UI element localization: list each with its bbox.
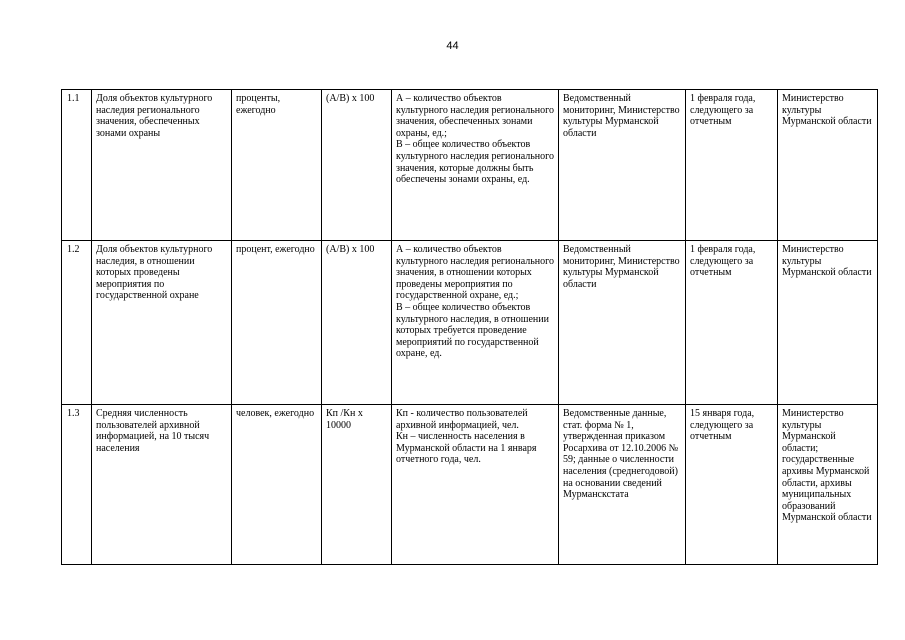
unit-cell: проценты, ежегодно — [232, 90, 322, 241]
definition-line: Кп - количество пользователей архивной информацией, чел. — [396, 408, 531, 431]
source-cell: Ведомственный мониторинг, Министерство культуры Мурманской области — [559, 241, 686, 405]
indicator-name: Доля объектов культурного наследия регионального значения, обеспеченных зонами охраны — [92, 90, 232, 241]
definition-cell — [392, 405, 559, 565]
definition-line: А – количество объектов культурного наследия регионального значения, обеспеченных зонами охраны, ед.; — [396, 93, 557, 139]
row-number: 1.3 — [62, 405, 92, 565]
row-number: 1.1 — [62, 90, 92, 241]
formula-cell: (А/В) х 100 — [322, 90, 392, 241]
date-cell: 1 февраля года, следующего за отчетным — [686, 90, 778, 241]
responsible-cell: Министерство культуры Мурманской области; государственные архивы Мурманской области, архивы муниципальных образований Мурманской области — [778, 405, 878, 565]
indicator-name: Доля объектов культурного наследия, в отношении которых проведены мероприятия по государственной охране — [92, 241, 232, 405]
formula-cell: (А/В) х 100 — [322, 241, 392, 405]
responsible-cell: Министерство культуры Мурманской области — [778, 241, 878, 405]
definition-cell — [392, 241, 559, 405]
definition-line: В – общее количество объектов культурного наследия регионального значения, которые должны быть обеспечены зонами охраны, ед. — [396, 139, 557, 186]
indicator-name: Средняя численность пользователей архивной информацией, на 10 тысяч населения — [92, 405, 232, 565]
source-cell: Ведомственный мониторинг, Министерство культуры Мурманской области — [559, 90, 686, 241]
page-number: 44 — [446, 40, 459, 52]
indicators-table — [61, 89, 878, 565]
unit-cell: человек, ежегодно — [232, 405, 322, 565]
unit-cell: процент, ежегодно — [232, 241, 322, 405]
source-cell: Ведомственные данные, стат. форма № 1, утвержденная приказом Росархива от 12.10.2006 № 59; данные о численности населения (среднегодовой) на основании сведений Мурманскстата — [559, 405, 686, 565]
date-cell: 1 февраля года, следующего за отчетным — [686, 241, 778, 405]
row-number: 1.2 — [62, 241, 92, 405]
table-row — [62, 90, 878, 241]
definition-cell — [392, 90, 559, 241]
formula-cell: Кп /Кн х 10000 — [322, 405, 392, 565]
responsible-cell: Министерство культуры Мурманской области — [778, 90, 878, 241]
definition-line: Кн – численность населения в Мурманской области на 1 января отчетного года, чел. — [396, 431, 539, 466]
date-cell: 15 января года, следующего за отчетным — [686, 405, 778, 565]
table-row — [62, 405, 878, 565]
definition-line: В – общее количество объектов культурного наследия, в отношении которых требуется проведение мероприятий по государственной охране, ед. — [396, 301, 552, 360]
table-row — [62, 241, 878, 405]
definition-line: А – количество объектов культурного наследия регионального значения, в отношении которых проведены мероприятия по государственной охране, ед.; — [396, 244, 557, 302]
